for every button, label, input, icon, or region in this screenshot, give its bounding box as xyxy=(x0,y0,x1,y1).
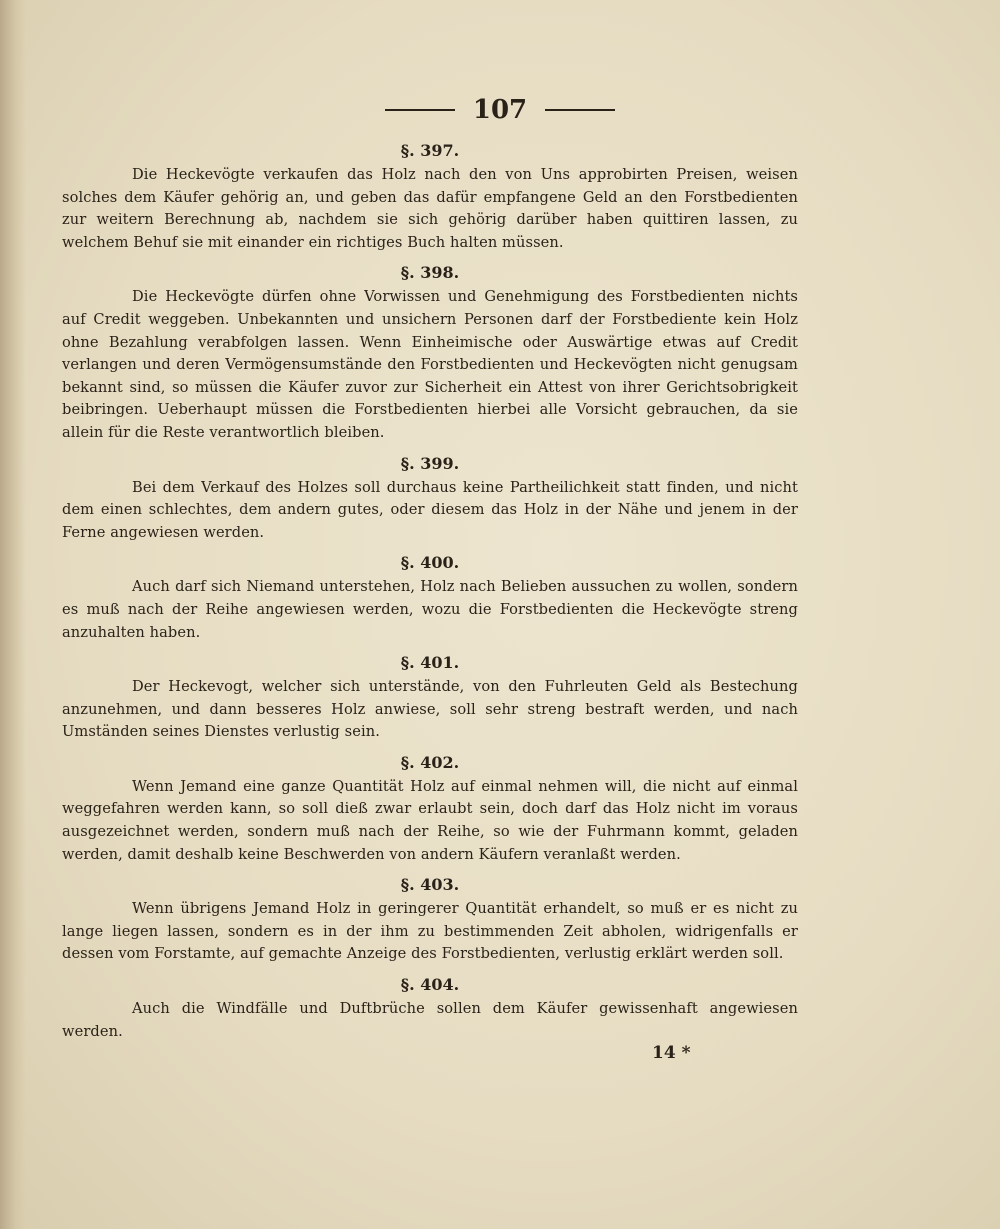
page-body xyxy=(62,140,798,1051)
section-paragraph: Die Heckevögte dürfen ohne Vorwissen und Genehmigung des Forstbedienten nichts auf Credit weggeben. Unbekannten und unsichern Personen darf der Forstbediente kein Holz ohne Bezahlung verabfolgen lassen. Wenn Einheimische oder Auswärtige etwas auf Credit verlangen und deren Vermögensumstände den Forstbedienten und Heckevögten nicht genugsam bekannt sind, so müssen die Käufer zuvor zur Sicherheit ein Attest von ihrer Gerichtsobrigkeit beibringen. Ueberhaupt müssen die Forstbedienten hierbei alle Vorsicht gebrauchen, da sie allein für die Reste verantwortlich bleiben. xyxy=(62,288,798,441)
page-header xyxy=(0,90,1000,130)
section-397 xyxy=(62,140,798,254)
section-401 xyxy=(62,652,798,744)
section-heading: §. 404. xyxy=(400,975,460,995)
section-paragraph: Wenn Jemand eine ganze Quantität Holz auf einmal nehmen will, die nicht auf einmal weggefahren werden kann, so soll dieß zwar erlaubt sein, doch darf das Holz nicht im voraus ausgezeichnet werden, sondern muß nach der Reihe, so wie der Fuhrmann kommt, geladen werden, damit deshalb keine Beschwerden von andern Käufern veranlaßt werden. xyxy=(62,777,798,863)
section-paragraph: Wenn übrigens Jemand Holz in geringerer Quantität erhandelt, so muß er es nicht zu lange liegen lassen, sondern es in der ihm zu bestimmenden Zeit abholen, widrigenfalls er dessen vom Forstamte, auf gemachte Anzeige des Forstbedienten, verlustig erklärt werden soll. xyxy=(62,900,798,963)
printer-signature-mark: 14 * xyxy=(652,1043,691,1063)
section-paragraph: Auch die Windfälle und Duftbrüche sollen dem Käufer gewissenhaft angewiesen werden. xyxy=(62,1000,798,1040)
page-number: 107 xyxy=(472,95,528,125)
section-398 xyxy=(62,262,798,444)
section-404 xyxy=(62,974,798,1043)
section-heading: §. 403. xyxy=(400,875,460,895)
section-399 xyxy=(62,453,798,545)
page-spine-shadow xyxy=(0,0,26,1229)
section-heading: §. 400. xyxy=(400,553,460,573)
section-paragraph: Bei dem Verkauf des Holzes soll durchaus keine Partheilichkeit statt finden, und nicht dem einen schlechtes, dem andern gutes, oder diesem das Holz in der Nähe und jenem in der Ferne angewiesen werden. xyxy=(62,478,798,541)
section-heading: §. 398. xyxy=(400,263,460,283)
section-heading: §. 397. xyxy=(400,141,460,160)
header-rule-right xyxy=(545,109,615,111)
section-400 xyxy=(62,552,798,644)
section-paragraph: Der Heckevogt, welcher sich unterstände, von den Fuhrleuten Geld als Bestechung anzunehmen, und dann besseres Holz anwiese, soll sehr streng bestraft werden, und nach Umständen seines Dienstes verlustig sein. xyxy=(62,678,798,741)
section-heading: §. 401. xyxy=(400,653,460,673)
section-402 xyxy=(62,752,798,866)
section-heading: §. 399. xyxy=(400,453,460,473)
header-rule-left xyxy=(385,109,455,111)
section-heading: §. 402. xyxy=(400,752,460,772)
section-paragraph: Auch darf sich Niemand unterstehen, Holz nach Belieben aussuchen zu wollen, sondern es muß nach der Reihe angewiesen werden, wozu die Forstbedienten die Heckevögte streng anzuhalten haben. xyxy=(62,578,798,641)
section-403 xyxy=(62,874,798,966)
section-paragraph: Die Heckevögte verkaufen das Holz nach den von Uns approbirten Preisen, weisen solches dem Käufer gehörig an, und geben das dafür empfangene Geld an den Forstbedienten zur weitern Berechnung ab, nachdem sie sich gehörig darüber haben quittiren lassen, zu welchem Behuf sie mit einander ein richtiges Buch halten müssen. xyxy=(62,166,798,251)
